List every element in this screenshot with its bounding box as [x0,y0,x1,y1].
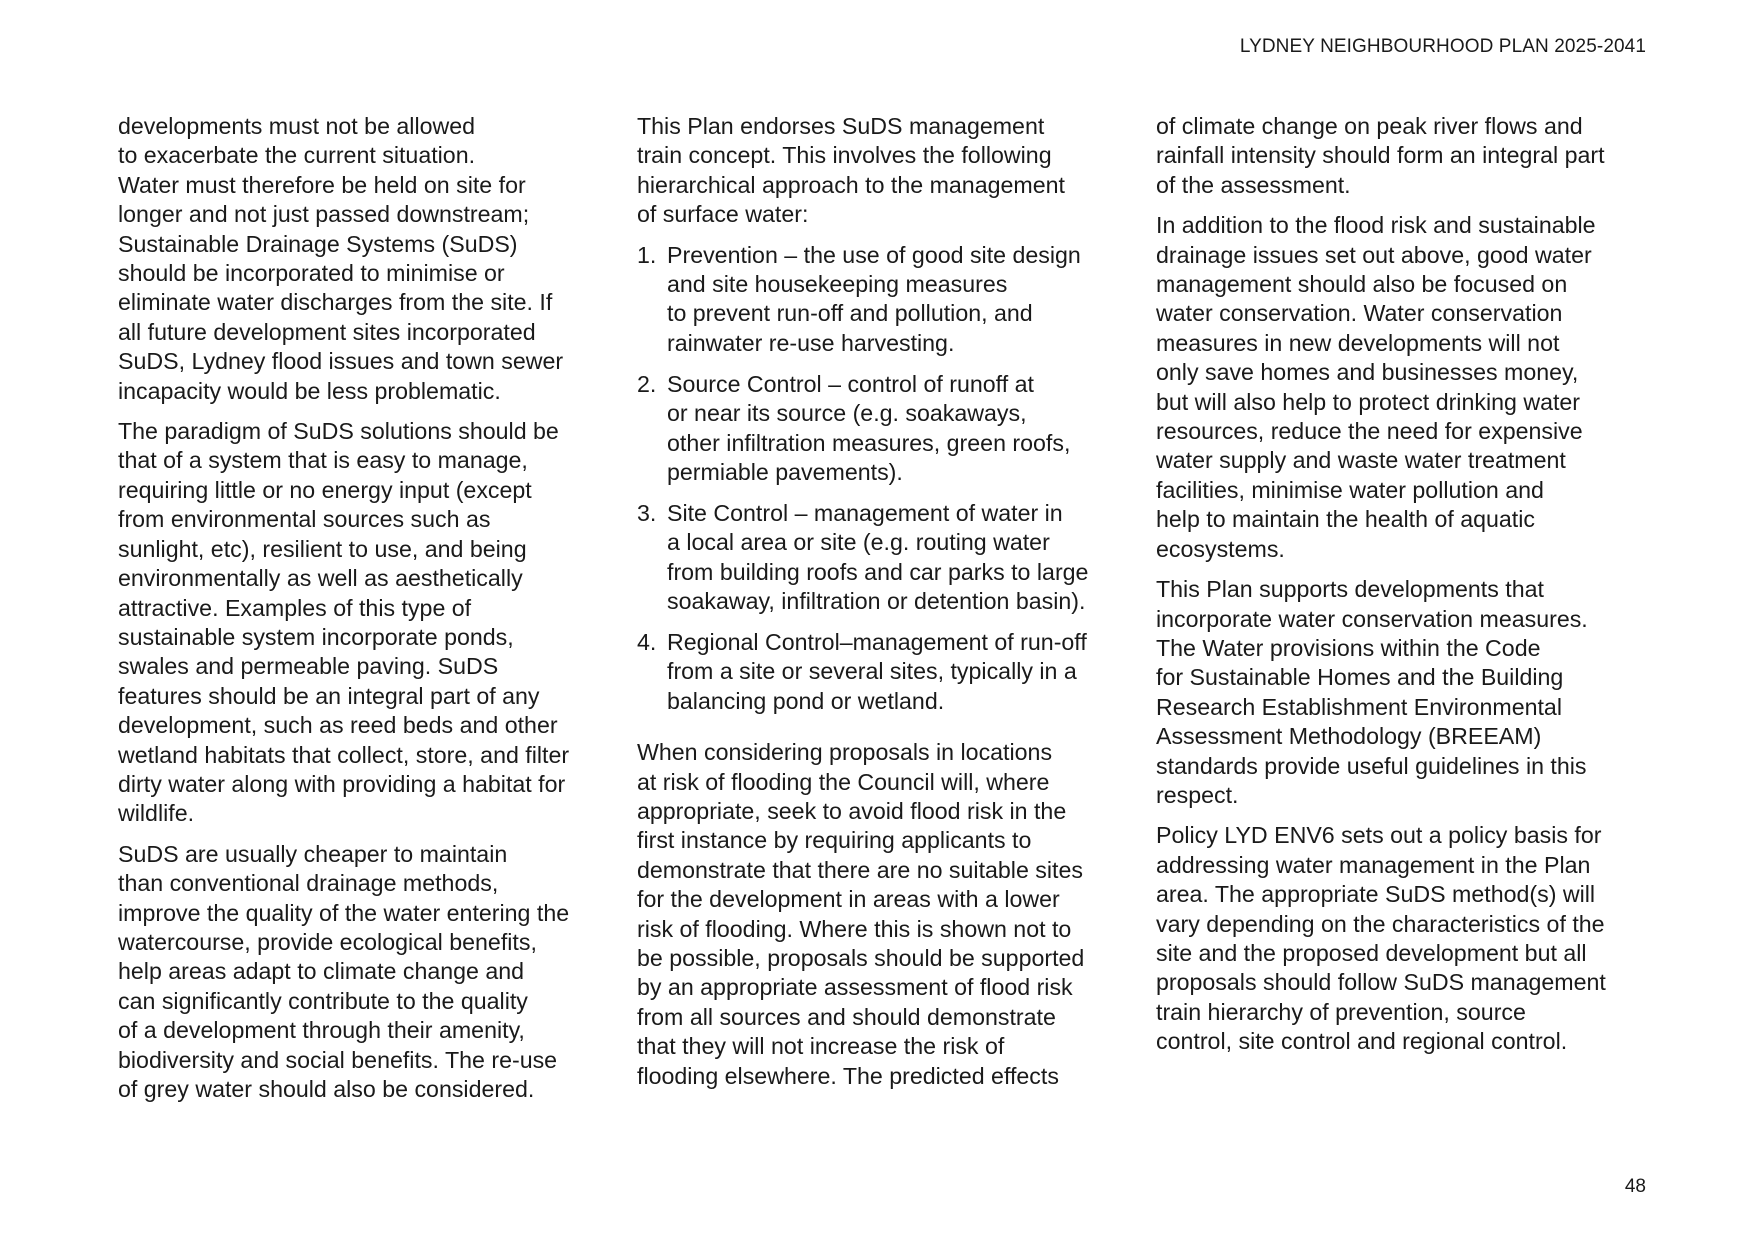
paragraph [118,840,618,1105]
text-line: demonstrate that there are no suitable sites [637,856,1083,883]
text-line: watercourse, provide ecological benefits, [118,928,537,955]
text-line: management should also be focused on [1156,271,1568,298]
text-line: incapacity would be less problematic. [118,377,501,404]
text-line: rainwater re-use harvesting. [667,329,955,356]
column-left [118,112,618,1115]
text-line: Sustainable Drainage Systems (SuDS) [118,230,518,257]
paragraph [637,738,1137,1091]
text-line: to exacerbate the current situation. [118,142,476,169]
text-line: help to maintain the health of aquatic [1156,506,1535,533]
text-line: environmentally as well as aesthetically [118,565,523,592]
text-line: improve the quality of the water entering the [118,899,570,926]
text-line: train concept. This involves the following [637,142,1052,169]
list-item [637,370,1137,488]
page-number: 48 [1624,1176,1646,1197]
list-item [637,499,1137,617]
paragraph [1156,211,1656,564]
text-line: first instance by requiring applicants to [637,827,1032,854]
text-line: facilities, minimise water pollution and [1156,476,1544,503]
list-item-number: 1. [637,241,657,268]
text-line: features should be an integral part of any [118,682,540,709]
numbered-list [637,241,1137,717]
text-line: help areas adapt to climate change and [118,958,525,985]
text-line: should be incorporated to minimise or [118,260,505,287]
text-line: that of a system that is easy to manage, [118,447,528,474]
text-line: wetland habitats that collect, store, and filter [118,741,570,768]
text-line: This Plan endorses SuDS management [637,113,1045,139]
text-line: vary depending on the characteristics of the [1156,910,1605,937]
text-line: ecosystems. [1156,535,1285,562]
text-line: rainfall intensity should form an integral part [1156,142,1605,169]
text-line: of the assessment. [1156,171,1351,198]
text-line: Policy LYD ENV6 sets out a policy basis for [1156,822,1602,849]
text-line: permiable pavements). [667,458,903,485]
text-line: Water must therefore be held on site for [118,171,526,198]
text-line: water conservation. Water conservation [1156,300,1563,327]
text-line: respect. [1156,781,1239,808]
list-item-number: 2. [637,370,657,397]
text-line: Research Establishment Environmental [1156,693,1562,720]
text-line: SuDS, Lydney flood issues and town sewer [118,348,564,375]
text-line: swales and permeable paving. SuDS [118,653,499,680]
text-line: balancing pond or wetland. [667,687,945,714]
text-line: for Sustainable Homes and the Building [1156,664,1564,691]
text-line: a local area or site (e.g. routing water [667,529,1050,556]
text-line: incorporate water conservation measures. [1156,605,1588,632]
paragraph [637,112,1137,230]
text-line: of grey water should also be considered. [118,1076,535,1102]
text-line: eliminate water discharges from the site. If [118,289,553,316]
text-line: that they will not increase the risk of [637,1033,1005,1060]
list-item [637,241,1137,359]
paragraph [1156,821,1656,1056]
text-line: Site Control – management of water in [667,499,1063,526]
text-line: of a development through their amenity, [118,1017,525,1044]
list-item-number: 3. [637,499,657,526]
text-line: measures in new developments will not [1156,329,1560,356]
text-line: flooding elsewhere. The predicted effects [637,1062,1059,1089]
text-line: Assessment Methodology (BREEAM) [1156,723,1542,750]
text-line: The paradigm of SuDS solutions should be [118,418,559,445]
paragraph [1156,112,1656,200]
text-line: to prevent run-off and pollution, and [667,300,1033,327]
text-line: control, site control and regional control. [1156,1028,1568,1055]
paragraph [118,112,618,406]
text-line: Prevention – the use of good site design [667,241,1081,268]
text-line: from a site or several sites, typically in a [667,658,1077,685]
text-line: proposals should follow SuDS management [1156,969,1606,996]
text-line: and site housekeeping measures [667,271,1008,298]
text-line: from all sources and should demonstrate [637,1003,1056,1030]
page-header-title: LYDNEY NEIGHBOURHOOD PLAN 2025-2041 [1239,36,1646,57]
text-line: When considering proposals in locations [637,739,1053,766]
text-line: Source Control – control of runoff at [667,370,1034,397]
text-line: all future development sites incorporated [118,318,536,345]
text-line: appropriate, seek to avoid flood risk in the [637,798,1067,825]
text-line: or near its source (e.g. soakaways, [667,400,1027,427]
text-line: than conventional drainage methods, [118,870,499,897]
text-line: attractive. Examples of this type of [118,594,472,621]
text-line: train hierarchy of prevention, source [1156,998,1526,1025]
text-line: of surface water: [637,201,809,228]
text-line: site and the proposed development but all [1156,939,1587,966]
text-line: from building roofs and car parks to large [667,558,1089,585]
paragraph [118,417,618,829]
list-item-number: 4. [637,629,657,655]
text-line: drainage issues set out above, good water [1156,241,1592,268]
text-line: for the development in areas with a lower [637,886,1060,913]
text-line: In addition to the flood risk and sustainable [1156,212,1596,239]
text-line: risk of flooding. Where this is shown not to [637,915,1072,942]
text-line: dirty water along with providing a habitat for [118,770,566,797]
text-line: other infiltration measures, green roofs, [667,429,1071,456]
text-line: The Water provisions within the Code [1156,634,1541,661]
text-line: at risk of flooding the Council will, where [637,768,1050,795]
text-line: be possible, proposals should be supported [637,945,1085,972]
column-middle [637,112,1137,1102]
text-line: of climate change on peak river flows and [1156,113,1583,139]
text-line: longer and not just passed downstream; [118,201,530,228]
text-line: addressing water management in the Plan [1156,851,1591,878]
text-line: by an appropriate assessment of flood risk [637,974,1073,1001]
text-line: wildlife. [118,800,195,827]
text-line: biodiversity and social benefits. The re-use [118,1046,558,1073]
text-line: developments must not be allowed [118,113,476,139]
text-line: sunlight, etc), resilient to use, and being [118,535,527,562]
text-line: sustainable system incorporate ponds, [118,623,514,650]
text-line: water supply and waste water treatment [1156,447,1566,474]
text-line: from environmental sources such as [118,506,491,533]
text-line: Regional Control–management of run-off [667,629,1087,655]
paragraph [1156,575,1656,810]
text-line: development, such as reed beds and other [118,712,558,739]
list-item [637,628,1137,716]
text-line: soakaway, infiltration or detention basin). [667,588,1086,615]
text-line: This Plan supports developments that [1156,576,1544,603]
text-line: SuDS are usually cheaper to maintain [118,840,508,867]
text-line: requiring little or no energy input (except [118,476,532,503]
text-line: only save homes and businesses money, [1156,359,1579,386]
text-line: resources, reduce the need for expensive [1156,418,1583,445]
text-line: hierarchical approach to the management [637,171,1065,198]
column-right [1156,112,1656,1068]
text-line: but will also help to protect drinking water [1156,388,1581,415]
text-line: can significantly contribute to the quality [118,987,528,1014]
text-line: standards provide useful guidelines in this [1156,752,1587,779]
text-line: area. The appropriate SuDS method(s) will [1156,881,1596,908]
